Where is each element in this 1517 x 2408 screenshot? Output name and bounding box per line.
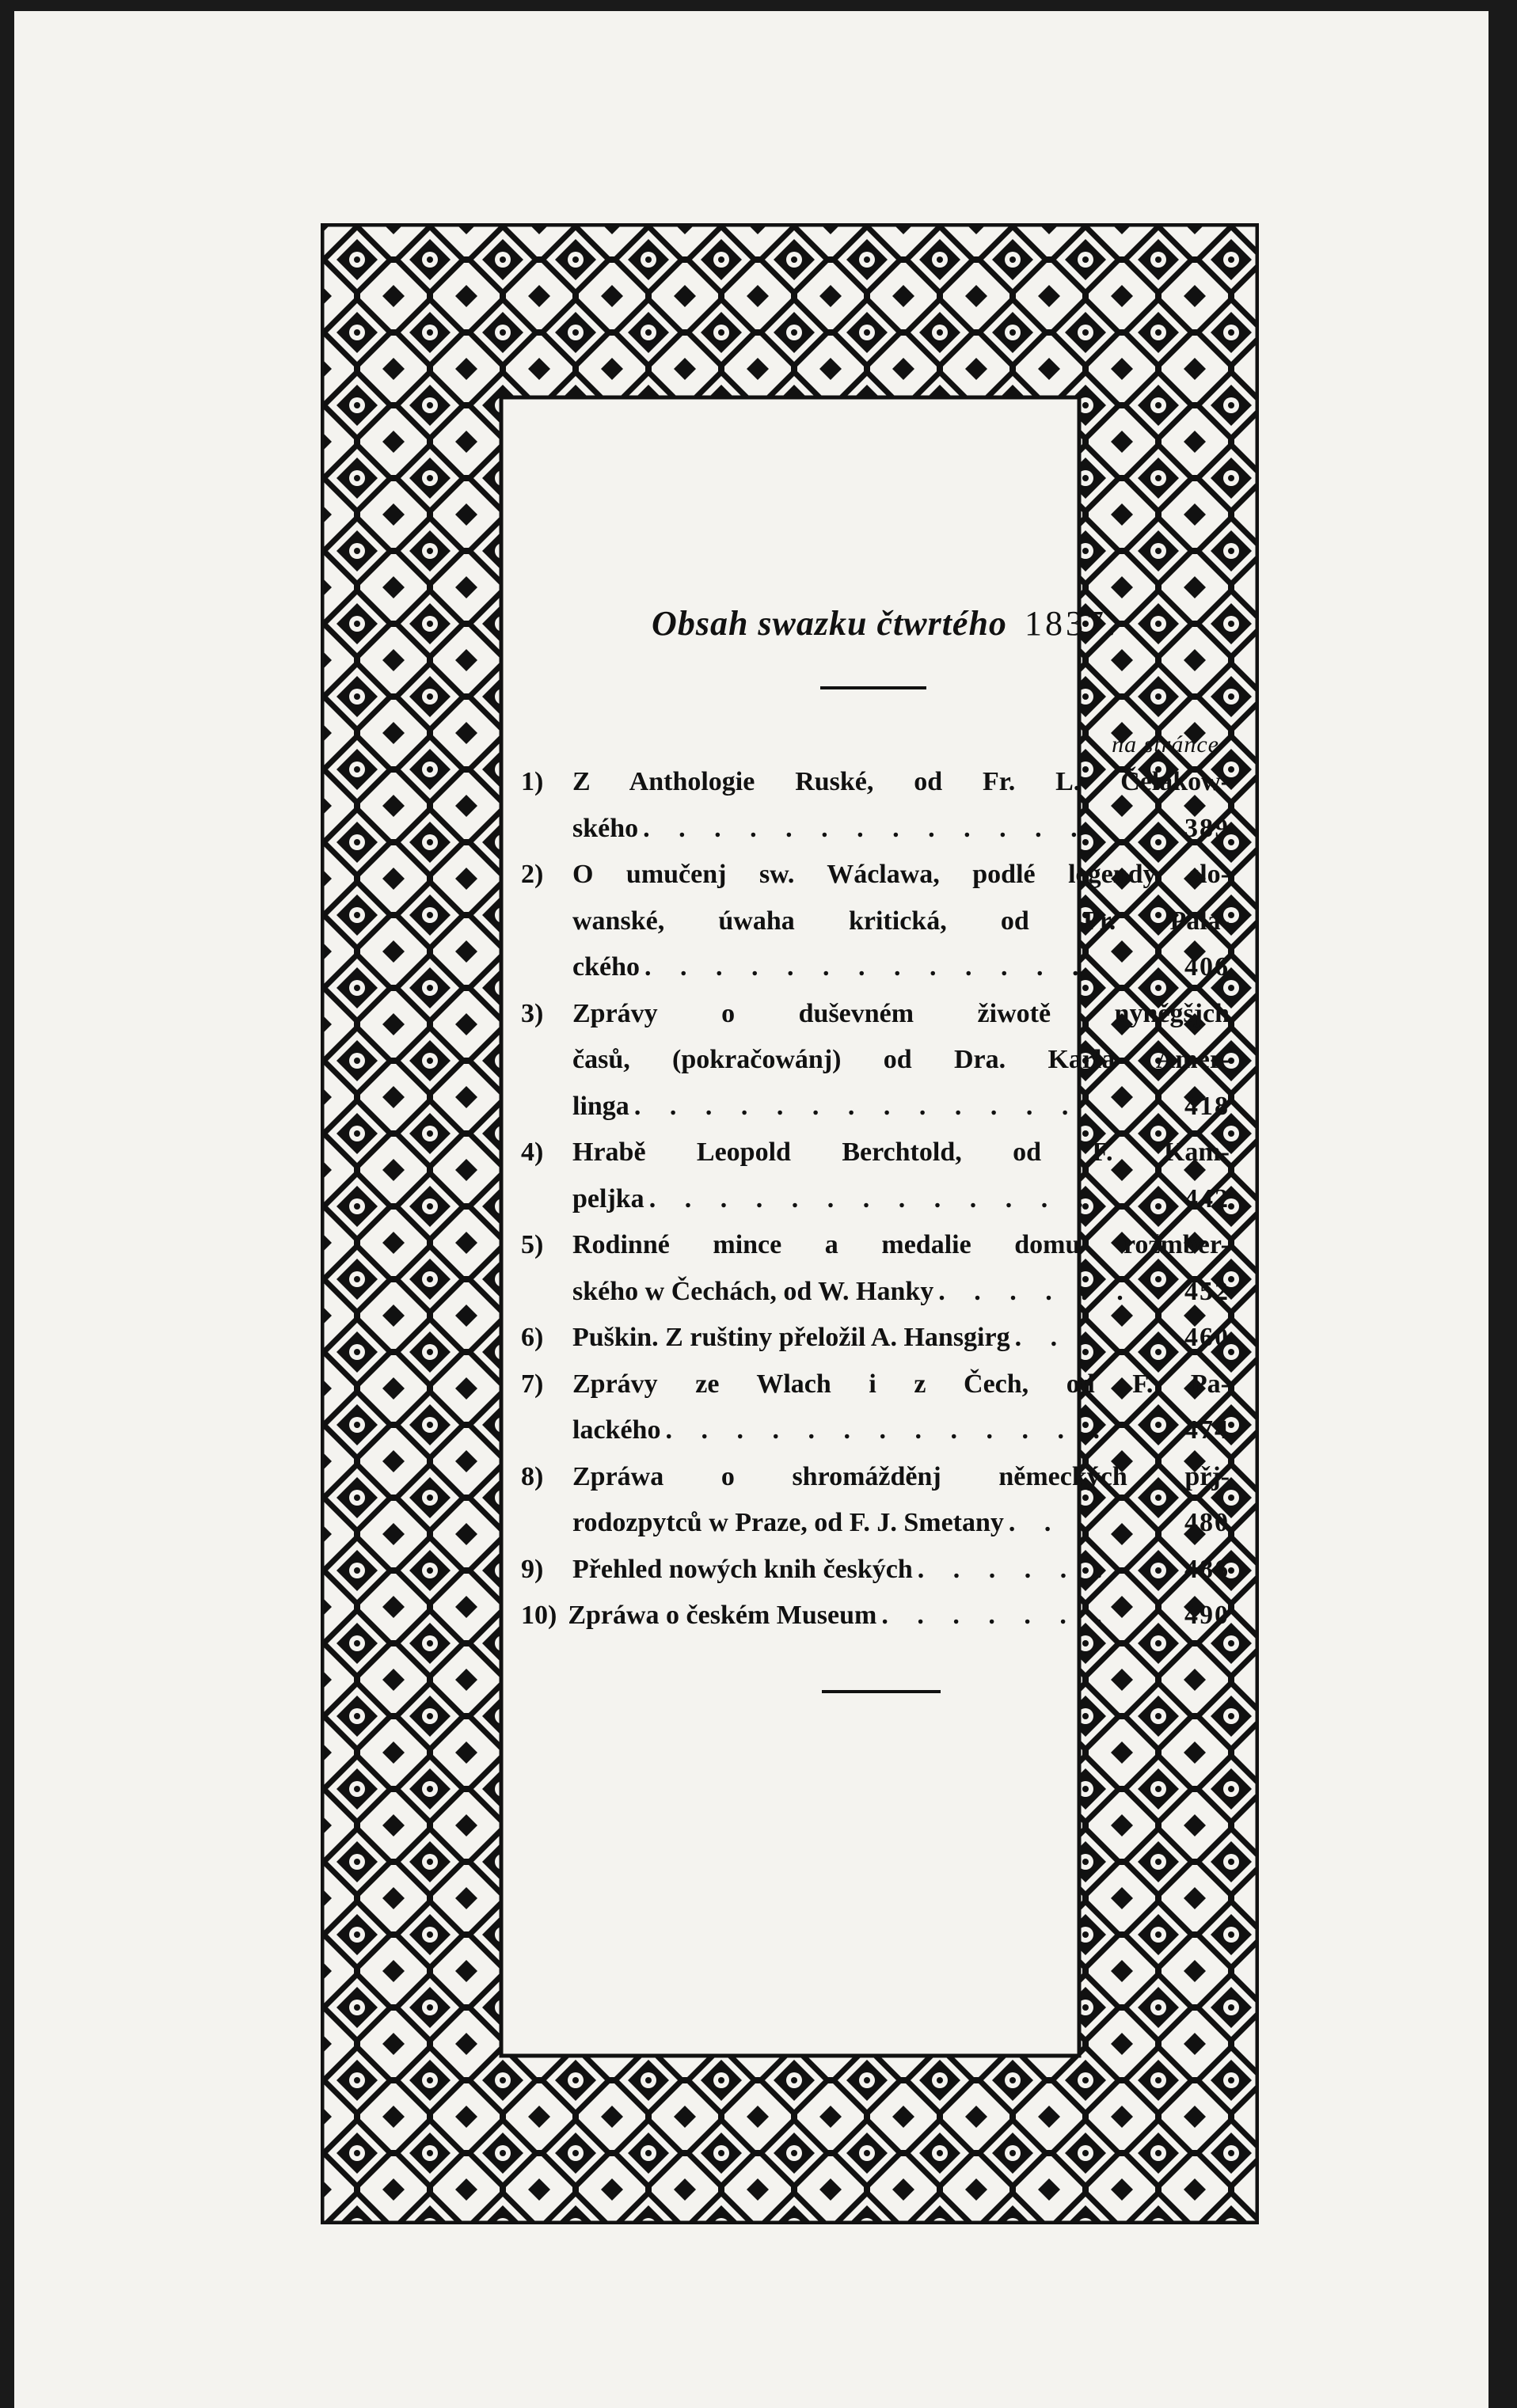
toc-entry-last-line xyxy=(572,1084,1230,1130)
toc-page-number: 474 xyxy=(1184,1415,1230,1445)
toc-entry-text-line: O umučenj sw. Wáclawa, podlé legendy slo- xyxy=(572,860,1230,889)
toc-entry-title: ckého xyxy=(572,952,640,982)
toc-entry-title: Puškin. Z ruštiny přeložil A. Hansgirg xyxy=(572,1323,1010,1352)
toc-entry xyxy=(521,991,1230,1130)
toc-page-number: 442 xyxy=(1184,1183,1230,1213)
toc-entry-last-line xyxy=(572,1547,1230,1593)
title-text: Obsah swazku čtwrtého xyxy=(652,604,1007,643)
toc-entry-title: rodozpytců w Praze, od F. J. Smetany xyxy=(572,1508,1004,1537)
toc-entry xyxy=(521,759,1230,852)
toc-entry-last-line xyxy=(521,1593,1230,1639)
toc-entry-title: linga xyxy=(572,1091,629,1121)
end-rule xyxy=(822,1690,941,1693)
book-page xyxy=(14,11,1488,2408)
toc-entry xyxy=(521,1454,1230,1547)
toc-leader-dots: . . . . . . . . . . . . . xyxy=(648,1183,1095,1213)
toc-entry-number: 10) xyxy=(521,1601,557,1630)
toc-page-number: 406 xyxy=(1184,952,1230,982)
toc-entry-number: 5) xyxy=(521,1230,544,1259)
title-rule xyxy=(820,686,926,689)
toc-entry-number: 7) xyxy=(521,1369,544,1399)
toc-entry-title: peljka xyxy=(572,1183,644,1213)
toc-leader-dots: . . . . . . . xyxy=(881,1601,1113,1630)
toc-entry-text-line: časů, (pokračowánj) od Dra. Karla Amer- xyxy=(572,1045,1230,1074)
toc-page-number: 389 xyxy=(1184,813,1230,843)
toc-entry-title: ského w Čechách, od W. Hanky xyxy=(572,1276,934,1306)
toc-entry-text-line: Zprávy o duševném žiwotě nyněgšjch xyxy=(572,998,1230,1028)
toc-leader-dots: . . xyxy=(1014,1323,1069,1352)
page-title xyxy=(616,603,1154,644)
toc-leader-dots: . . . . . . xyxy=(917,1554,1114,1584)
toc-entry-number: 6) xyxy=(521,1323,544,1352)
toc-entry-title: Přehled nowých knih českých xyxy=(572,1554,913,1584)
toc-entry xyxy=(521,1315,1230,1362)
toc-entry-number: 2) xyxy=(521,860,544,889)
toc-page-number: 418 xyxy=(1184,1091,1230,1121)
toc-leader-dots: . . . . . . . . . . . . . xyxy=(643,813,1089,843)
toc-page-number: 490 xyxy=(1184,1601,1230,1630)
toc-entry-last-line xyxy=(572,1500,1230,1547)
toc-leader-dots: . . . . . . . . . . . . . xyxy=(633,1091,1080,1121)
toc-entry-number: 9) xyxy=(521,1554,544,1584)
toc-entry-number: 1) xyxy=(521,767,544,796)
toc-entry xyxy=(521,1547,1230,1593)
toc-leader-dots: . . xyxy=(1008,1508,1063,1537)
toc-entry-number: 8) xyxy=(521,1461,544,1491)
toc-entry-text-line: Zpráwa o shromážděnj německých přj- xyxy=(572,1461,1230,1491)
toc-entry-text-line: wanské, úwaha kritická, od Fr. Pala- xyxy=(572,906,1230,936)
toc-entry-text-line: Rodinné mince a medalie domu rožmber- xyxy=(572,1230,1230,1259)
toc-entry-title: Zpráwa o českém Museum xyxy=(568,1601,877,1630)
toc-entry xyxy=(521,1130,1230,1222)
page-column-header: na stránce xyxy=(1112,731,1219,758)
table-of-contents-area xyxy=(521,407,1234,1998)
toc-entry xyxy=(521,852,1230,991)
toc-entry-last-line xyxy=(572,806,1230,853)
toc-entry-last-line xyxy=(572,1269,1230,1316)
toc-leader-dots: . . . . . . . . . . . . . xyxy=(665,1415,1111,1445)
toc-entry-text-line: Z Anthologie Ruské, od Fr. L. Čelakow- xyxy=(572,767,1230,796)
toc-page-number: 486 xyxy=(1184,1554,1230,1584)
toc-entry-title: ského xyxy=(572,813,639,843)
toc-entry-text-line: Hrabě Leopold Berchtold, od F. Kam- xyxy=(572,1138,1230,1167)
toc-leader-dots: . . . . . . . . . . . . . xyxy=(644,952,1090,982)
toc-list xyxy=(521,759,1230,1639)
toc-page-number: 480 xyxy=(1184,1508,1230,1537)
toc-entry-last-line xyxy=(572,1176,1230,1223)
toc-entry-last-line xyxy=(572,1407,1230,1454)
toc-entry-last-line xyxy=(572,944,1230,991)
toc-entry-last-line xyxy=(572,1315,1230,1362)
toc-entry xyxy=(521,1593,1230,1639)
toc-entry-text-line: Zprávy ze Wlach i z Čech, od F. Pa- xyxy=(572,1369,1230,1399)
title-year: 1837. xyxy=(1024,604,1119,643)
toc-page-number: 452 xyxy=(1184,1276,1230,1306)
toc-leader-dots: . . . . . . xyxy=(938,1276,1135,1306)
toc-entry-title: lackého xyxy=(572,1415,661,1445)
toc-entry-number: 3) xyxy=(521,998,544,1028)
toc-page-number: 460 xyxy=(1184,1323,1230,1352)
toc-entry xyxy=(521,1222,1230,1315)
toc-entry xyxy=(521,1362,1230,1454)
toc-entry-number: 4) xyxy=(521,1138,544,1167)
